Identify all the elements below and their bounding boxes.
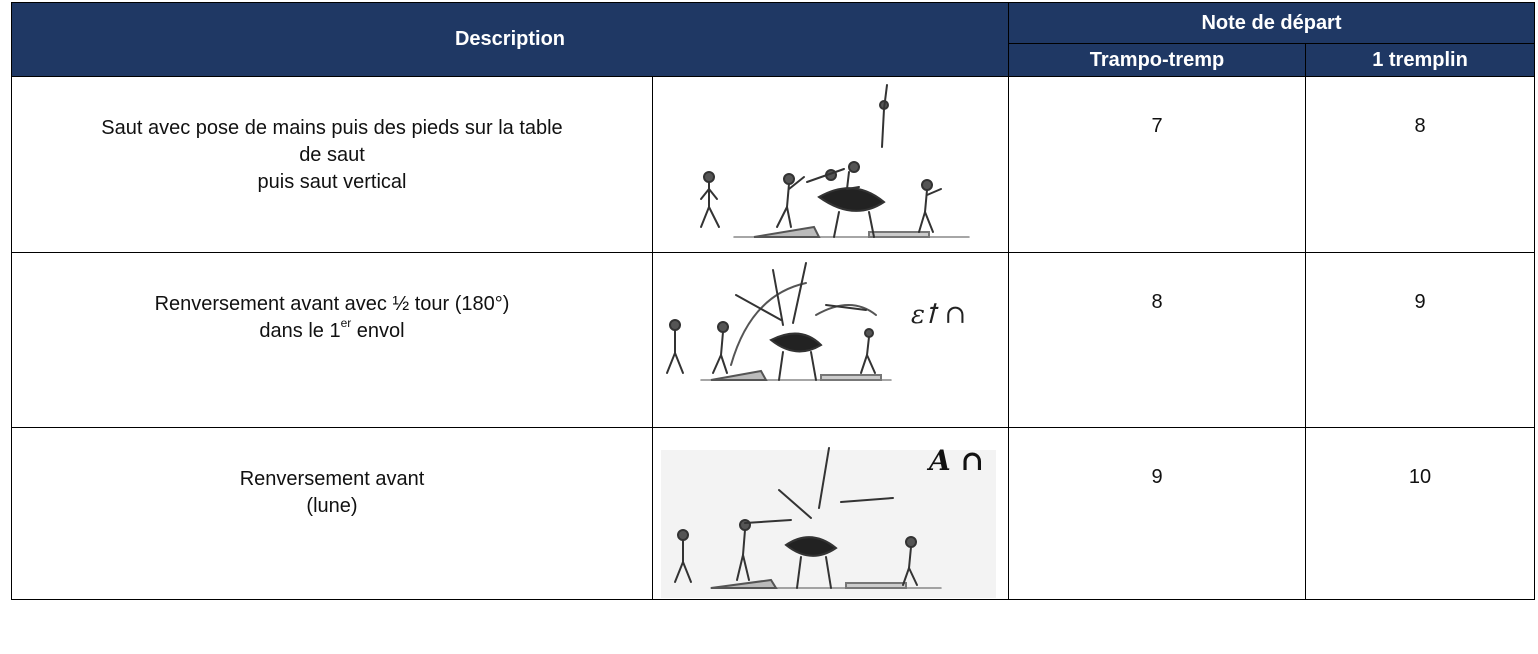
vault-figure-cell [653,253,1009,428]
header-description: Description [12,3,1009,77]
vault-figure-cell [653,77,1009,253]
description-line: (lune) [306,495,358,517]
score-trampo-tremp: 9 [1009,428,1306,600]
gymnastics-vault-illustration [679,77,979,252]
symbol-notation: ɛꝉ ∩ [911,300,967,330]
description-line: Renversement avant [239,468,425,490]
row-description [12,428,653,600]
table-row [12,253,1535,428]
row-description [12,77,653,253]
table-row [12,77,1535,253]
vault-scoring-table [11,2,1535,600]
symbol-notation: A ∩ [929,443,984,477]
header-note-de-depart: Note de départ [1009,3,1535,44]
description-line: Saut avec pose de mains puis des pieds sur la table [101,117,563,139]
description-line: dans le 1er envol [259,316,405,342]
description-line: Renversement avant avec ½ tour (180°) [154,293,510,315]
description-line: puis saut vertical [257,171,407,193]
score-1-tremplin: 8 [1306,77,1535,253]
score-trampo-tremp: 8 [1009,253,1306,428]
row-description [12,253,653,428]
score-1-tremplin: 9 [1306,253,1535,428]
vault-figure-cell [653,428,1009,600]
gymnastics-vault-illustration [661,255,991,395]
gymnastics-vault-illustration [661,430,996,598]
score-1-tremplin: 10 [1306,428,1535,600]
header-1-tremplin: 1 tremplin [1306,44,1535,77]
table-row [12,428,1535,600]
header-trampo-tremp: Trampo-tremp [1009,44,1306,77]
description-line: de saut [299,144,365,166]
score-trampo-tremp: 7 [1009,77,1306,253]
